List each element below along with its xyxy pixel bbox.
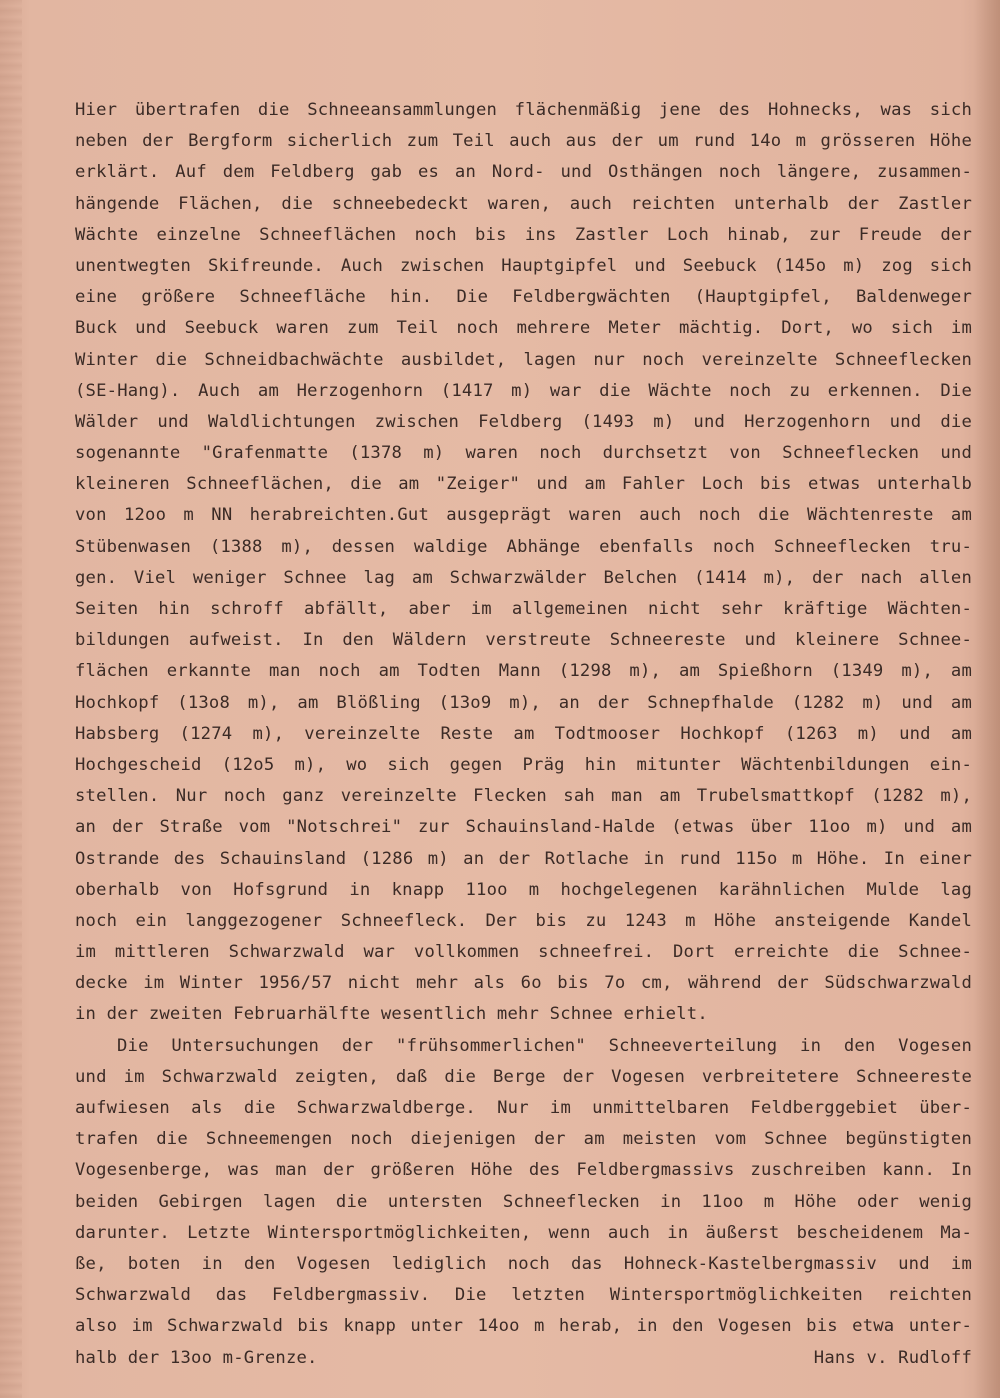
text-line: Seiten hin schroff abfällt, aber im allgemeinen nicht sehr kräftige Wächten- (75, 599, 972, 619)
text-line: noch ein langgezogener Schneefleck. Der bis zu 1243 m Höhe ansteigende Kandel (75, 910, 972, 931)
body-text (75, 95, 972, 1374)
text-line: bildungen aufweist. In den Wäldern verstreute Schneereste und kleinere Schnee- (75, 630, 972, 651)
text-line: decke im Winter 1956/57 nicht mehr als 6o bis 7o cm, während der Südschwarzwald (75, 973, 972, 994)
text-line: oberhalb von Hofsgrund in knapp 11oo m hochgelegenen karähnlichen Mulde lag (75, 879, 972, 900)
text-line: darunter. Letzte Wintersportmöglichkeiten, wenn auch in äußerst bescheidenem Ma- (75, 1222, 972, 1243)
text-line: Buck und Seebuck waren zum Teil noch mehrere Meter mächtig. Dort, wo sich im (75, 318, 972, 339)
text-line: im mittleren Schwarzwald war vollkommen schneefrei. Dort erreichte die Schnee- (75, 942, 972, 963)
text-line: (SE-Hang). Auch am Herzogenhorn (1417 m) war die Wächte noch zu erkennen. Die (75, 380, 972, 401)
text-line: also im Schwarzwald bis knapp unter 14oo m herab, in den Vogesen bis etwa unter- (75, 1316, 972, 1337)
paragraph-1 (75, 95, 972, 1031)
text-line: aufwiesen als die Schwarzwaldberge. Nur im unmittelbaren Feldberggebiet über- (75, 1098, 972, 1118)
author-signature: Hans v. Rudloff (813, 1347, 972, 1368)
text-line: Winter die Schneidbachwächte ausbildet, lagen nur noch vereinzelte Schneeflecken (75, 349, 972, 370)
text-line: Wächte einzelne Schneeflächen noch bis ins Zastler Loch hinab, zur Freude der (75, 224, 972, 245)
paragraph-2 (75, 1031, 972, 1374)
text-line: trafen die Schneemengen noch diejenigen der am meisten vom Schnee begünstigten (75, 1129, 972, 1150)
text-line: beiden Gebirgen lagen die untersten Schneeflecken in 11oo m Höhe oder wenig (75, 1191, 972, 1212)
text-line: kleineren Schneeflächen, die am "Zeiger" und am Fahler Loch bis etwas unterhalb (75, 474, 972, 495)
text-line: eine größere Schneefläche hin. Die Feldbergwächten (Hauptgipfel, Baldenweger (75, 287, 972, 308)
text-line: und im Schwarzwald zeigten, daß die Berge der Vogesen verbreitetere Schneereste (75, 1066, 972, 1087)
closing-text: halb der 13oo m-Grenze. (75, 1347, 318, 1368)
paper-right-edge (974, 0, 1000, 1398)
text-line: von 12oo m NN herabreichten.Gut ausgeprägt waren auch noch die Wächtenreste am (75, 505, 972, 526)
text-line: Hier übertrafen die Schneeansammlungen flächenmäßig jene des Hohnecks, was sich (75, 100, 972, 120)
text-line: hängende Flächen, die schneebedeckt waren, auch reichten unterhalb der Zastler (75, 193, 972, 214)
text-line: Die Untersuchungen der "frühsommerlichen" Schneeverteilung in den Vogesen (117, 1035, 972, 1056)
text-line: Hochkopf (13o8 m), am Blößling (13o9 m), an der Schnepfhalde (1282 m) und am (75, 692, 972, 713)
text-line: Vogesenberge, was man der größeren Höhe des Feldbergmassivs zuschreiben kann. In (75, 1160, 972, 1181)
text-line: Hochgescheid (12o5 m), wo sich gegen Präg hin mitunter Wächtenbildungen ein- (75, 754, 972, 775)
text-line: ße, boten in den Vogesen lediglich noch das Hohneck-Kastelbergmassiv und im (75, 1253, 972, 1274)
text-line: Habsberg (1274 m), vereinzelte Reste am Todtmooser Hochkopf (1263 m) und am (75, 723, 972, 744)
text-line: gen. Viel weniger Schnee lag am Schwarzwälder Belchen (1414 m), der nach allen (75, 567, 972, 588)
text-line: Wälder und Waldlichtungen zwischen Feldberg (1493 m) und Herzogenhorn und die (75, 411, 972, 432)
text-line: in der zweiten Februarhälfte wesentlich mehr Schnee erhielt. (75, 1004, 708, 1025)
text-line: erklärt. Auf dem Feldberg gab es an Nord- und Osthängen noch längere, zusammen- (75, 162, 972, 183)
text-line: neben der Bergform sicherlich zum Teil auch aus der um rund 14o m grösseren Höhe (75, 131, 972, 152)
final-line (75, 1343, 972, 1374)
text-line: Schwarzwald das Feldbergmassiv. Die letzten Wintersportmöglichkeiten reichten (75, 1285, 972, 1306)
text-line: Stübenwasen (1388 m), dessen waldige Abhänge ebenfalls noch Schneeflecken tru- (75, 536, 972, 557)
text-line: stellen. Nur noch ganz vereinzelte Flecken sah man am Trubelsmattkopf (1282 m), (75, 786, 972, 807)
text-line: Ostrande des Schauinsland (1286 m) an der Rotlache in rund 115o m Höhe. In einer (75, 848, 972, 869)
text-line: an der Straße vom "Notschrei" zur Schauinsland-Halde (etwas über 11oo m) und am (75, 817, 972, 838)
text-line: sogenannte "Grafenmatte (1378 m) waren noch durchsetzt von Schneeflecken und (75, 443, 972, 464)
text-line: flächen erkannte man noch am Todten Mann (1298 m), am Spießhorn (1349 m), am (75, 661, 972, 682)
paper-left-edge (0, 0, 22, 1398)
text-line: unentwegten Skifreunde. Auch zwischen Hauptgipfel und Seebuck (145o m) zog sich (75, 255, 972, 276)
